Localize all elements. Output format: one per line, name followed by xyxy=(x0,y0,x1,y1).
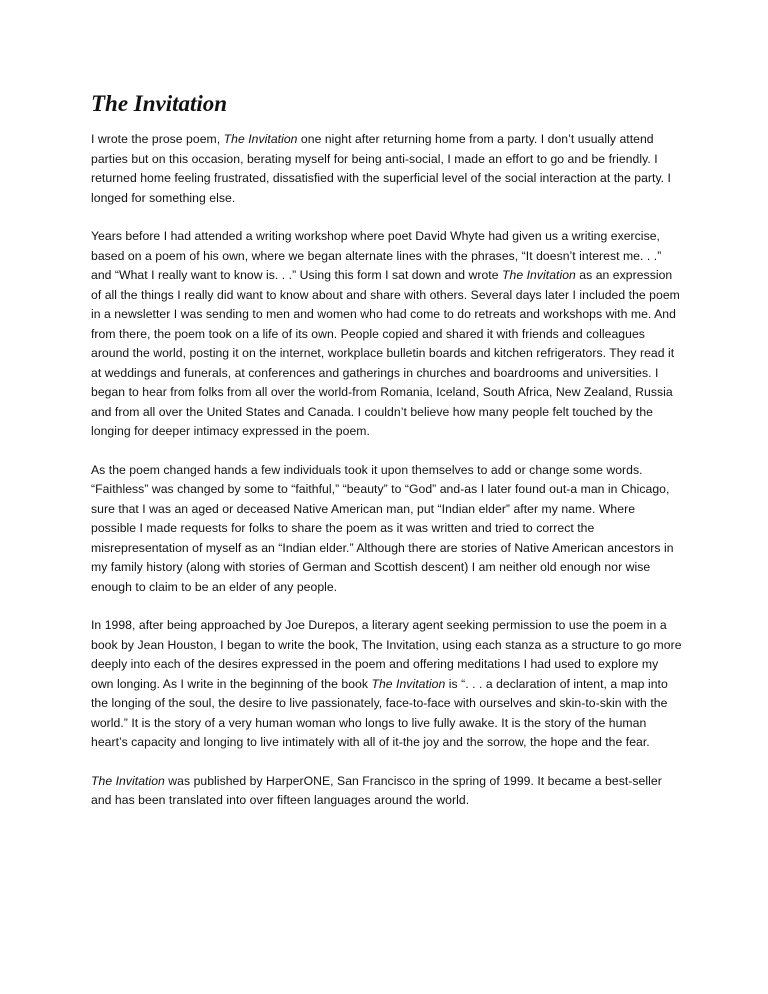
document-page xyxy=(91,88,683,830)
text-run: Years before I had attended a writing workshop where poet David Whyte had given us a writing exercise, based on a poem of his own, where we began alternate lines with the phrases, “It doesn’t interest me. . .” and “What I really want to know is. . .” Using this form I sat down and wrote xyxy=(91,229,662,282)
document-title: The Invitation xyxy=(91,91,228,116)
text-run: was published by HarperONE, San Francisco in the spring of 1999. It became a best-seller and has been translated into over fifteen languages around the world. xyxy=(91,773,662,807)
text-run-italic: The Invitation xyxy=(91,773,165,788)
text-run: In 1998, after being approached by Joe Durepos, a literary agent seeking permission to use the poem in a book by Jean Houston, I began to write the book, The Invitation, using each stanza as a structure to go more deeply into each of the desires expressed in the poem and offering meditations I had used to explore my own longing. As I write in the beginning of the book xyxy=(91,618,682,691)
text-run-italic: The Invitation xyxy=(223,132,298,146)
paragraph-5 xyxy=(91,772,683,811)
text-run: one night after returning home from a party. I don’t usually attend parties but on this occasion, berating myself for being anti-social, I made an effort to go and be friendly. I returned home feeling frustrated, dissatisfied with the superficial level of the social interaction at the party. I longed for something else. xyxy=(91,132,671,205)
paragraph-1 xyxy=(91,130,683,208)
text-run: I wrote the prose poem, xyxy=(91,132,224,146)
paragraph-3 xyxy=(91,461,683,598)
paragraph-4 xyxy=(91,616,683,753)
text-run: As the poem changed hands a few individuals took it upon themselves to add or change some words. “Faithless” was changed by some to “faithful,” “beauty” to “God” and-as I later found out-a man in Chicago, sure that I was an aged or deceased Native American man, put “Indian elder” after my name. Where possible I made requests for folks to share the poem as it was written and tried to correct the misrepresentation of myself as an “Indian elder.” Although there are stories of Native American ancestors in my family history (along with stories of German and Scottish descent) I am neither old enough nor wise enough to claim to be an elder of any people. xyxy=(91,462,674,594)
paragraph-2 xyxy=(91,227,683,442)
text-run: is “. . . a declaration of intent, a map into the longing of the soul, the desire to live passionately, face-to-face with ourselves and skin-to-skin with the world.” It is the story of a very human woman who longs to live fully awake. It is the story of the human heart’s capacity and longing to live intimately with all of it-the joy and the sorrow, the hope and the fear. xyxy=(91,676,668,749)
text-run: as an expression of all the things I really did want to know about and share with others. Several days later I included the poem in a newsletter I was sending to men and women who had come to do retreats and workshops with me. And from there, the poem took on a life of its own. People copied and shared it with friends and colleagues around the world, posting it on the internet, workplace bulletin boards and kitchen refrigerators. They read it at weddings and funerals, at conferences and gatherings in churches and boardrooms and universities. I began to hear from folks from all over the world-from Romania, Iceland, South Africa, New Zealand, Russia and from all over the United States and Canada. I couldn’t believe how many people felt touched by the longing for deeper intimacy expressed in the poem. xyxy=(91,268,680,438)
text-run-italic: The Invitation xyxy=(371,676,446,691)
text-run-italic: The Invitation xyxy=(502,268,576,282)
